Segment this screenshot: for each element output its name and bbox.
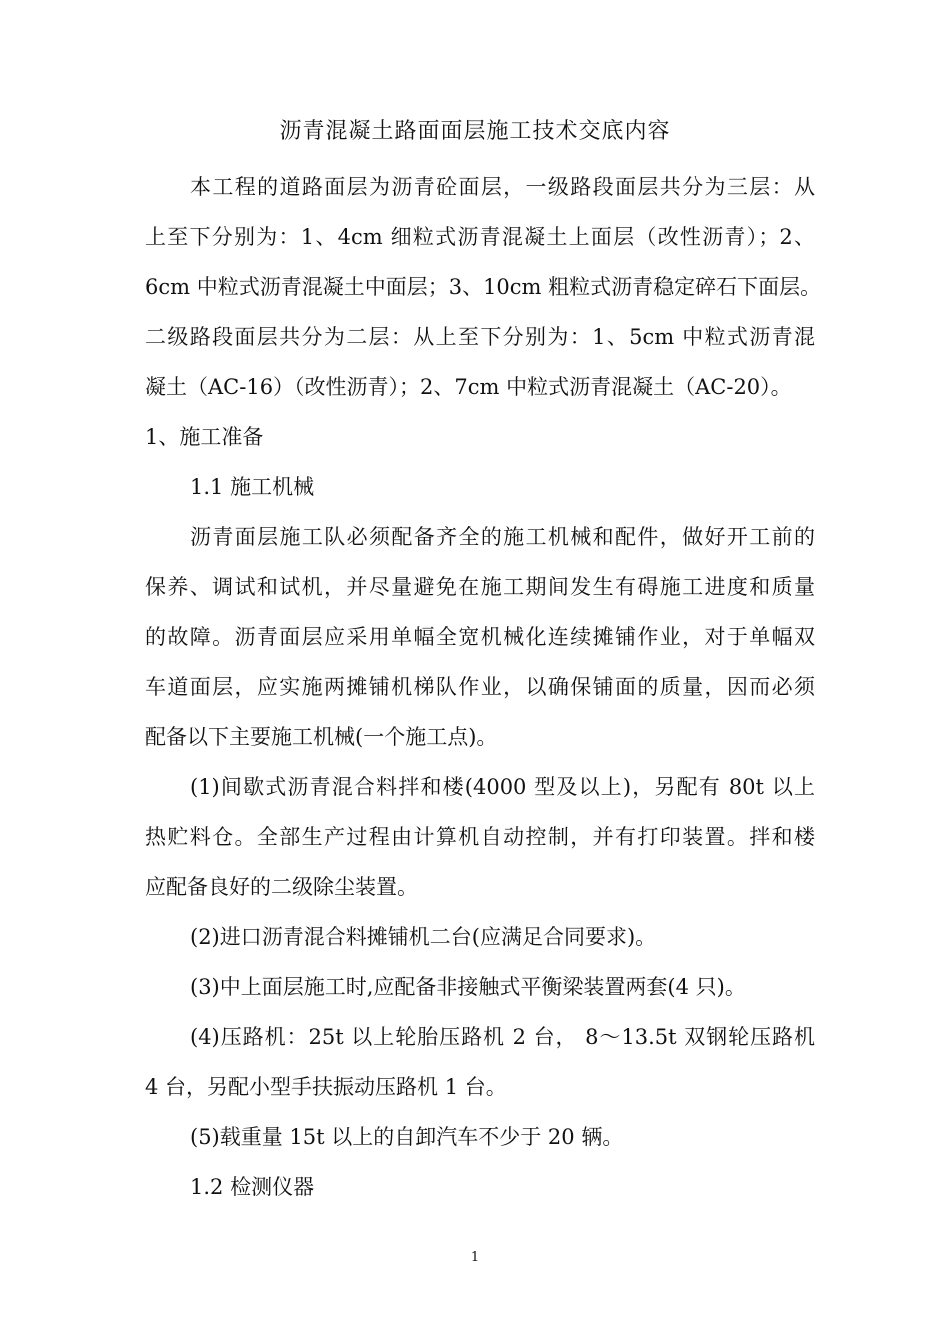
paragraph-line: 保养、调试和试机，并尽量避免在施工期间发生有碍施工进度和质量 xyxy=(145,575,815,599)
list-item: (5)载重量 15t 以上的自卸汽车不少于 20 辆。 xyxy=(190,1125,624,1149)
paragraph-line: 沥青面层施工队必须配备齐全的施工机械和配件，做好开工前的 xyxy=(190,525,815,549)
list-item-continuation: 热贮料仓。全部生产过程由计算机自动控制，并有打印装置。拌和楼 xyxy=(145,825,815,849)
list-item: (3)中上面层施工时,应配备非接触式平衡梁装置两套(4 只)。 xyxy=(190,975,746,999)
paragraph-line: 凝土（AC-16）（改性沥青）；2、7cm 中粒式沥青混凝土（AC-20）。 xyxy=(145,375,792,399)
paragraph-line: 本工程的道路面层为沥青砼面层，一级路段面层共分为三层：从 xyxy=(190,175,815,199)
subsection-heading: 1.2 检测仪器 xyxy=(190,1175,315,1199)
list-item-continuation: 应配备良好的二级除尘装置。 xyxy=(145,875,418,899)
paragraph-line: 的故障。沥青面层应采用单幅全宽机械化连续摊铺作业，对于单幅双 xyxy=(145,625,815,649)
list-item: (1)间歇式沥青混合料拌和楼(4000 型及以上)，另配有 80t 以上 xyxy=(190,775,815,799)
subsection-heading: 1.1 施工机械 xyxy=(190,475,315,499)
paragraph-line: 6cm 中粒式沥青混凝土中面层；3、10cm 粗粒式沥青稳定碎石下面层。 xyxy=(145,275,822,299)
paragraph-line: 车道面层，应实施两摊铺机梯队作业，以确保铺面的质量，因而必须 xyxy=(145,675,815,699)
paragraph-line: 二级路段面层共分为二层：从上至下分别为：1、5cm 中粒式沥青混 xyxy=(145,325,815,349)
page-number: 1 xyxy=(470,1250,480,1265)
paragraph-line: 配备以下主要施工机械(一个施工点)。 xyxy=(145,725,498,749)
list-item: (2)进口沥青混合料摊铺机二台(应满足合同要求)。 xyxy=(190,925,657,949)
list-item: (4)压路机：25t 以上轮胎压路机 2 台， 8～13.5t 双钢轮压路机 xyxy=(190,1025,815,1049)
paragraph-line: 上至下分别为：1、4cm 细粒式沥青混凝土上面层（改性沥青）；2、 xyxy=(145,225,815,249)
list-item-continuation: 4 台，另配小型手扶振动压路机 1 台。 xyxy=(145,1075,507,1099)
document-title: 沥青混凝土路面面层施工技术交底内容 xyxy=(279,119,671,144)
section-heading: 1、施工准备 xyxy=(145,425,264,449)
